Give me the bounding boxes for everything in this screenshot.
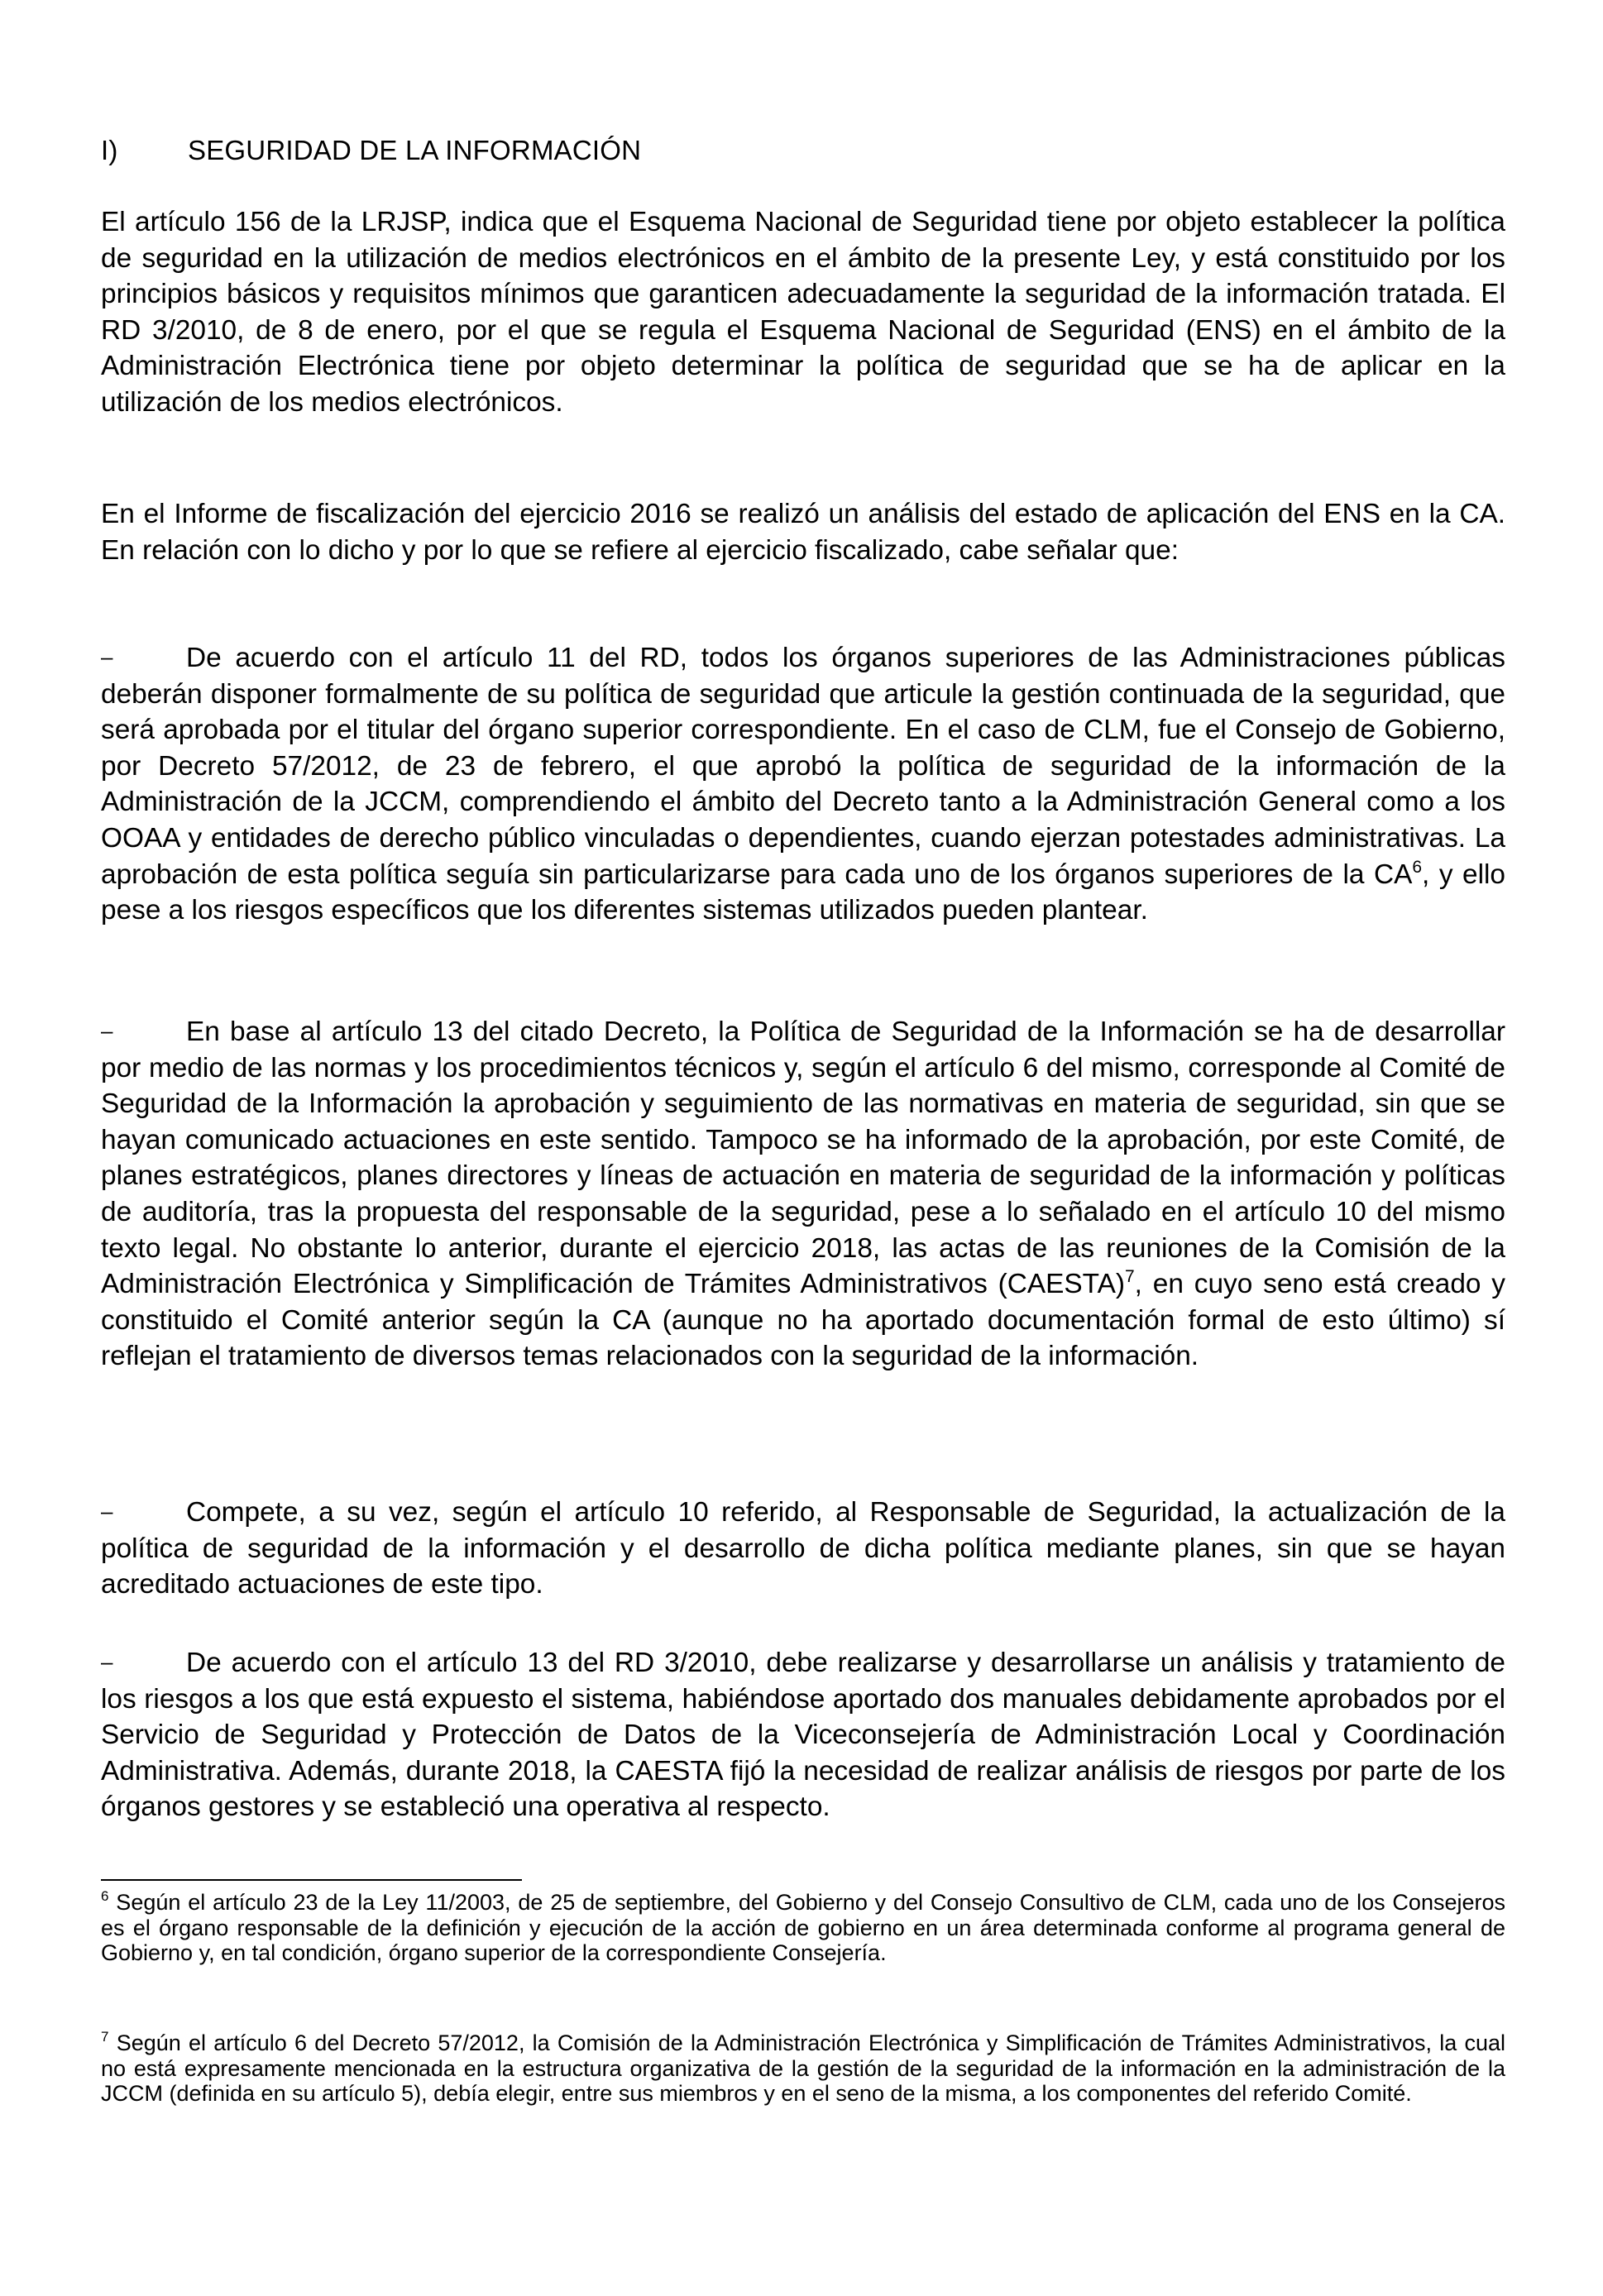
footnote-7 (101, 2031, 1505, 2107)
bullet-responsable-seguridad (101, 1494, 1505, 1603)
bullet-text-cont: , en cuyo seno está creado y constituido el Comité anterior según la CA (aunque no ha aportado documentación formal de esto último) sí reflejan el tratamiento de diversos temas relacionados con la seguridad de la información. (101, 1269, 1506, 1372)
bullet-analisis-riesgos (101, 1644, 1505, 1825)
bullet-dash: – (101, 1649, 113, 1674)
paragraph-informe-2016: En el Informe de fiscalización del ejercicio 2016 se realizó un análisis del estado de aplicación del ENS en la CA. En relación con lo dicho y por lo que se refiere al ejercicio fiscalizado, cabe señalar que: (101, 499, 1505, 566)
footnote-ref-6[interactable]: 6 (1412, 857, 1423, 877)
footnote-6 (101, 1890, 1505, 1966)
bullet-text: En base al artículo 13 del citado Decreto, la Política de Seguridad de la Información se ha de desarrollar por medio de las normas y los procedimientos técnicos y, según el artículo 6 del mismo, corresponde al Comité de Seguridad de la Información la aprobación y seguimiento de las normativas en materia de seguridad, sin que se hayan comunicado actuaciones en este sentido. Tampoco se ha informado de la aprobación, por este Comité, de planes estratégicos, planes directores y líneas de actuación en materia de seguridad de la información y políticas de auditoría, tras la propuesta del responsable de la seguridad, pese a lo señalado en el artículo 10 del mismo texto legal. No obstante lo anterior, durante el ejercicio 2018, las actas de las reuniones de la Comisión de la Administración Electrónica y Simplificación de Trámites Administrativos (CAESTA) (101, 1016, 1505, 1300)
bullet-dash: – (101, 644, 113, 669)
bullet-dash: – (101, 1018, 113, 1043)
footnote-text: Según el artículo 23 de la Ley 11/2003, de 25 de septiembre, del Gobierno y del Consejo Consultivo de CLM, cada uno de los Consejeros es el órgano responsable de la definición y ejecución de la acción de gobierno en un área determinada conforme al programa general de Gobierno y, en tal condición, órgano superior de la correspondiente Consejería. (101, 1890, 1505, 1965)
bullet-text: De acuerdo con el artículo 13 del RD 3/2010, debe realizarse y desarrollarse un análisis y tratamiento de los riesgos a los que está expuesto el sistema, habiéndose aportado dos manuales debidamente aprobados por el Servicio de Seguridad y Protección de Datos de la Viceconsejería de Administración Local y Coordinación Administrativa. Además, durante 2018, la CAESTA fijó la necesidad de realizar análisis de riesgos por parte de los órganos gestores y se estableció una operativa al respecto. (101, 1648, 1505, 1823)
footnote-number: 7 (101, 2029, 109, 2045)
bullet-text-cont: , y ello pese a los riesgos específicos que los diferentes sistemas utilizados pueden plantear. (101, 859, 1505, 926)
bullet-text: Compete, a su vez, según el artículo 10 referido, al Responsable de Seguridad, la actualización de la política de seguridad de la información y el desarrollo de dicha política mediante planes, sin que se hayan acreditado actuaciones de este tipo. (101, 1497, 1505, 1600)
paragraph-ens-intro: El artículo 156 de la LRJSP, indica que el Esquema Nacional de Seguridad tiene por objeto establecer la política de seguridad en la utilización de medios electrónicos en el ámbito de la presente Ley, y está constituido por los principios básicos y requisitos mínimos que garanticen adecuadamente la seguridad de la información tratada. El RD 3/2010, de 8 de enero, por el que se regula el Esquema Nacional de Seguridad (ENS) en el ámbito de la Administración Electrónica tiene por objeto determinar la política de seguridad que se ha de aplicar en la utilización de los medios electrónicos. (101, 207, 1505, 418)
footnote-text: Según el artículo 6 del Decreto 57/2012, la Comisión de la Administración Electrónica y Simplificación de Trámites Administrativos, la cual no está expresamente mencionada en la estructura organizativa de la gestión de la seguridad de la información en la administración de la JCCM (definida en su artículo 5), debía elegir, entre sus miembros y en el seno de la misma, a los componentes del referido Comité. (101, 2031, 1505, 2106)
section-heading (101, 134, 641, 167)
section-number: I) (101, 135, 118, 165)
bullet-politica-seguridad (101, 639, 1505, 929)
footnote-ref-7[interactable]: 7 (1124, 1267, 1135, 1287)
section-title: SEGURIDAD DE LA INFORMACIÓN (188, 135, 642, 165)
bullet-comite-seguridad (101, 1013, 1505, 1375)
bullet-text: De acuerdo con el artículo 11 del RD, todos los órganos superiores de las Administraciones públicas deberán disponer formalmente de su política de seguridad que articule la gestión continuada de la seguridad, que será aprobada por el titular del órgano superior correspondiente. En el caso de CLM, fue el Consejo de Gobierno, por Decreto 57/2012, de 23 de febrero, el que aprobó la política de seguridad de la información de la Administración de la JCCM, comprendiendo el ámbito del Decreto tanto a la Administración General como a los OOAA y entidades de derecho público vinculadas o dependientes, cuando ejerzan potestades administrativas. La aprobación de esta política seguía sin particularizarse para cada uno de los órganos superiores de la CA (101, 643, 1505, 890)
footnote-separator (101, 1879, 522, 1881)
footnote-number: 6 (101, 1888, 109, 1904)
bullet-dash: – (101, 1499, 113, 1523)
